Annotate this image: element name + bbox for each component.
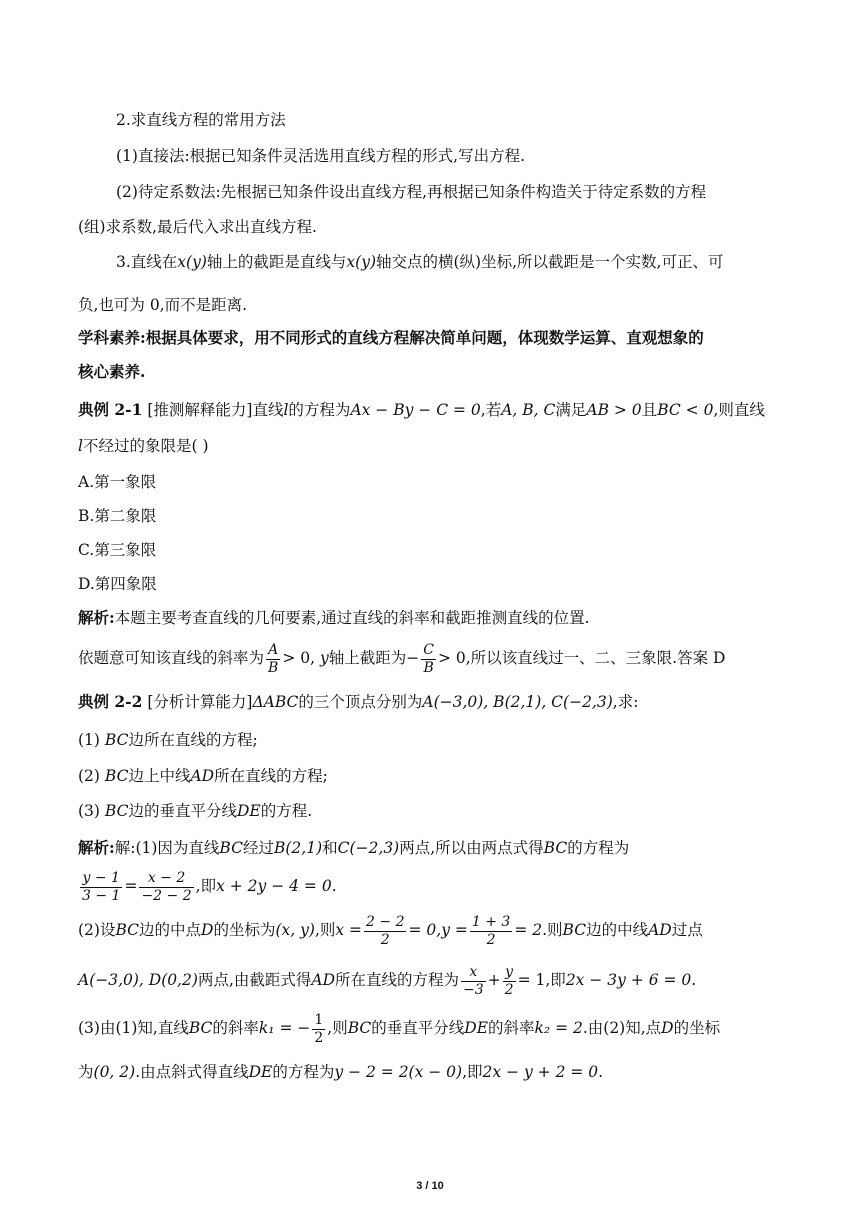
fraction-intercept-x: $\frac{x}{-3}$ [463, 963, 484, 998]
fraction-one-half: $\frac{1}{2}$ [314, 1011, 324, 1046]
literacy-line2: 核心素养. [78, 362, 146, 381]
example-2-2-line1: 典例 2-2 [分析计算能力]ΔABC的三个顶点分别为A(−3,0), B(2,1), C(−2,3),求: [78, 692, 639, 711]
fraction-two-point-right: $\frac{x - 2}{-2 - 2}$ [141, 869, 192, 904]
question-1: (1) BC边所在直线的方程; [78, 731, 258, 749]
literacy-line1: 学科素养:根据具体要求，用不同形式的直线方程解决简单问题，体现数学运算、直观想象的 [78, 328, 704, 347]
option-b: B.第二象限 [78, 507, 157, 525]
section-3-line1: 3.直线在x(y)轴上的截距是直线与x(y)轴交点的横(纵)坐标,所以截距是一个实数,可正、可 [116, 253, 724, 271]
fraction-two-point-left: $\frac{y - 1}{3 - 1}$ [82, 869, 121, 904]
example-label: 典例 2-1 [78, 400, 143, 419]
page-number: 3 / 10 [416, 1180, 444, 1192]
question-2: (2) BC边上中线AD所在直线的方程; [78, 767, 328, 785]
solution-2-2-line3: (2)设BC边的中点D的坐标为(x, y),则x = $\frac{2 - 2}{2}$ = 0,y = $\frac{1 + 3}{2}$ = 2.则BC边的中线AD过点 [78, 913, 703, 948]
fraction-midpoint-x: $\frac{2 - 2}{2}$ [366, 913, 405, 948]
option-a: A.第一象限 [78, 473, 157, 491]
fraction-c-over-b: $\frac{C}{B}$ [423, 641, 434, 676]
solution-2-2-line2: $\frac{y - 1}{3 - 1}$ = $\frac{x - 2}{-2 - 2}$ ,即x + 2y − 4 = 0. [82, 869, 337, 904]
example-label: 典例 2-2 [78, 692, 143, 711]
question-3: (3) BC边的垂直平分线DE的方程. [78, 802, 313, 820]
solution-2-2-line4: A(−3,0), D(0,2)两点,由截距式得AD所在直线的方程为 $\frac{x}{-3}$ + $\frac{y}{2}$ = 1,即2x − 3y + 6 = 0. [78, 963, 697, 998]
example-2-1-line2: l不经过的象限是( ) [78, 437, 209, 455]
section-2-title: 2.求直线方程的常用方法 [116, 111, 286, 129]
fraction-midpoint-y: $\frac{1 + 3}{2}$ [471, 913, 511, 948]
solution-label: 解析: [78, 608, 115, 627]
method-direct: (1)直接法:根据已知条件灵活选用直线方程的形式,写出方程. [116, 147, 526, 165]
solution-2-2-line6: 为(0, 2).由点斜式得直线DE的方程为y − 2 = 2(x − 0),即2x − y + 2 = 0. [78, 1063, 604, 1081]
method-undetermined-line1: (2)待定系数法:先根据已知条件设出直线方程,再根据已知条件构造关于待定系数的方程 [116, 183, 707, 201]
solution-2-1-line1: 解析:本题主要考查直线的几何要素,通过直线的斜率和截距推测直线的位置. [78, 608, 590, 627]
solution-label: 解析: [78, 838, 115, 857]
option-c: C.第三象限 [78, 541, 157, 559]
solution-2-1-line2: 依题意可知该直线的斜率为 $\frac{A}{B}$ > 0, y轴上截距为− $\frac{C}{B}$ > 0,所以该直线过一、二、三象限.答案 D [78, 641, 726, 676]
example-2-1-line1: 典例 2-1 [推测解释能力]直线l的方程为Ax − By − C = 0,若A, B, C满足AB > 0且BC < 0,则直线 [78, 400, 765, 419]
fraction-a-over-b: $\frac{A}{B}$ [268, 641, 279, 676]
section-3-line2: 负,也可为 0,而不是距离. [78, 296, 248, 314]
solution-2-2-line5: (3)由(1)知,直线BC的斜率k₁ = − $\frac{1}{2}$ ,则BC的垂直平分线DE的斜率k₂ = 2.由(2)知,点D的坐标 [78, 1011, 721, 1046]
solution-2-2-line1: 解析:解:(1)因为直线BC经过B(2,1)和C(−2,3)两点,所以由两点式得BC的方程为 [78, 838, 630, 857]
option-d: D.第四象限 [78, 575, 157, 593]
method-undetermined-line2: (组)求系数,最后代入求出直线方程. [78, 218, 317, 236]
fraction-intercept-y: $\frac{y}{2}$ [504, 963, 514, 998]
